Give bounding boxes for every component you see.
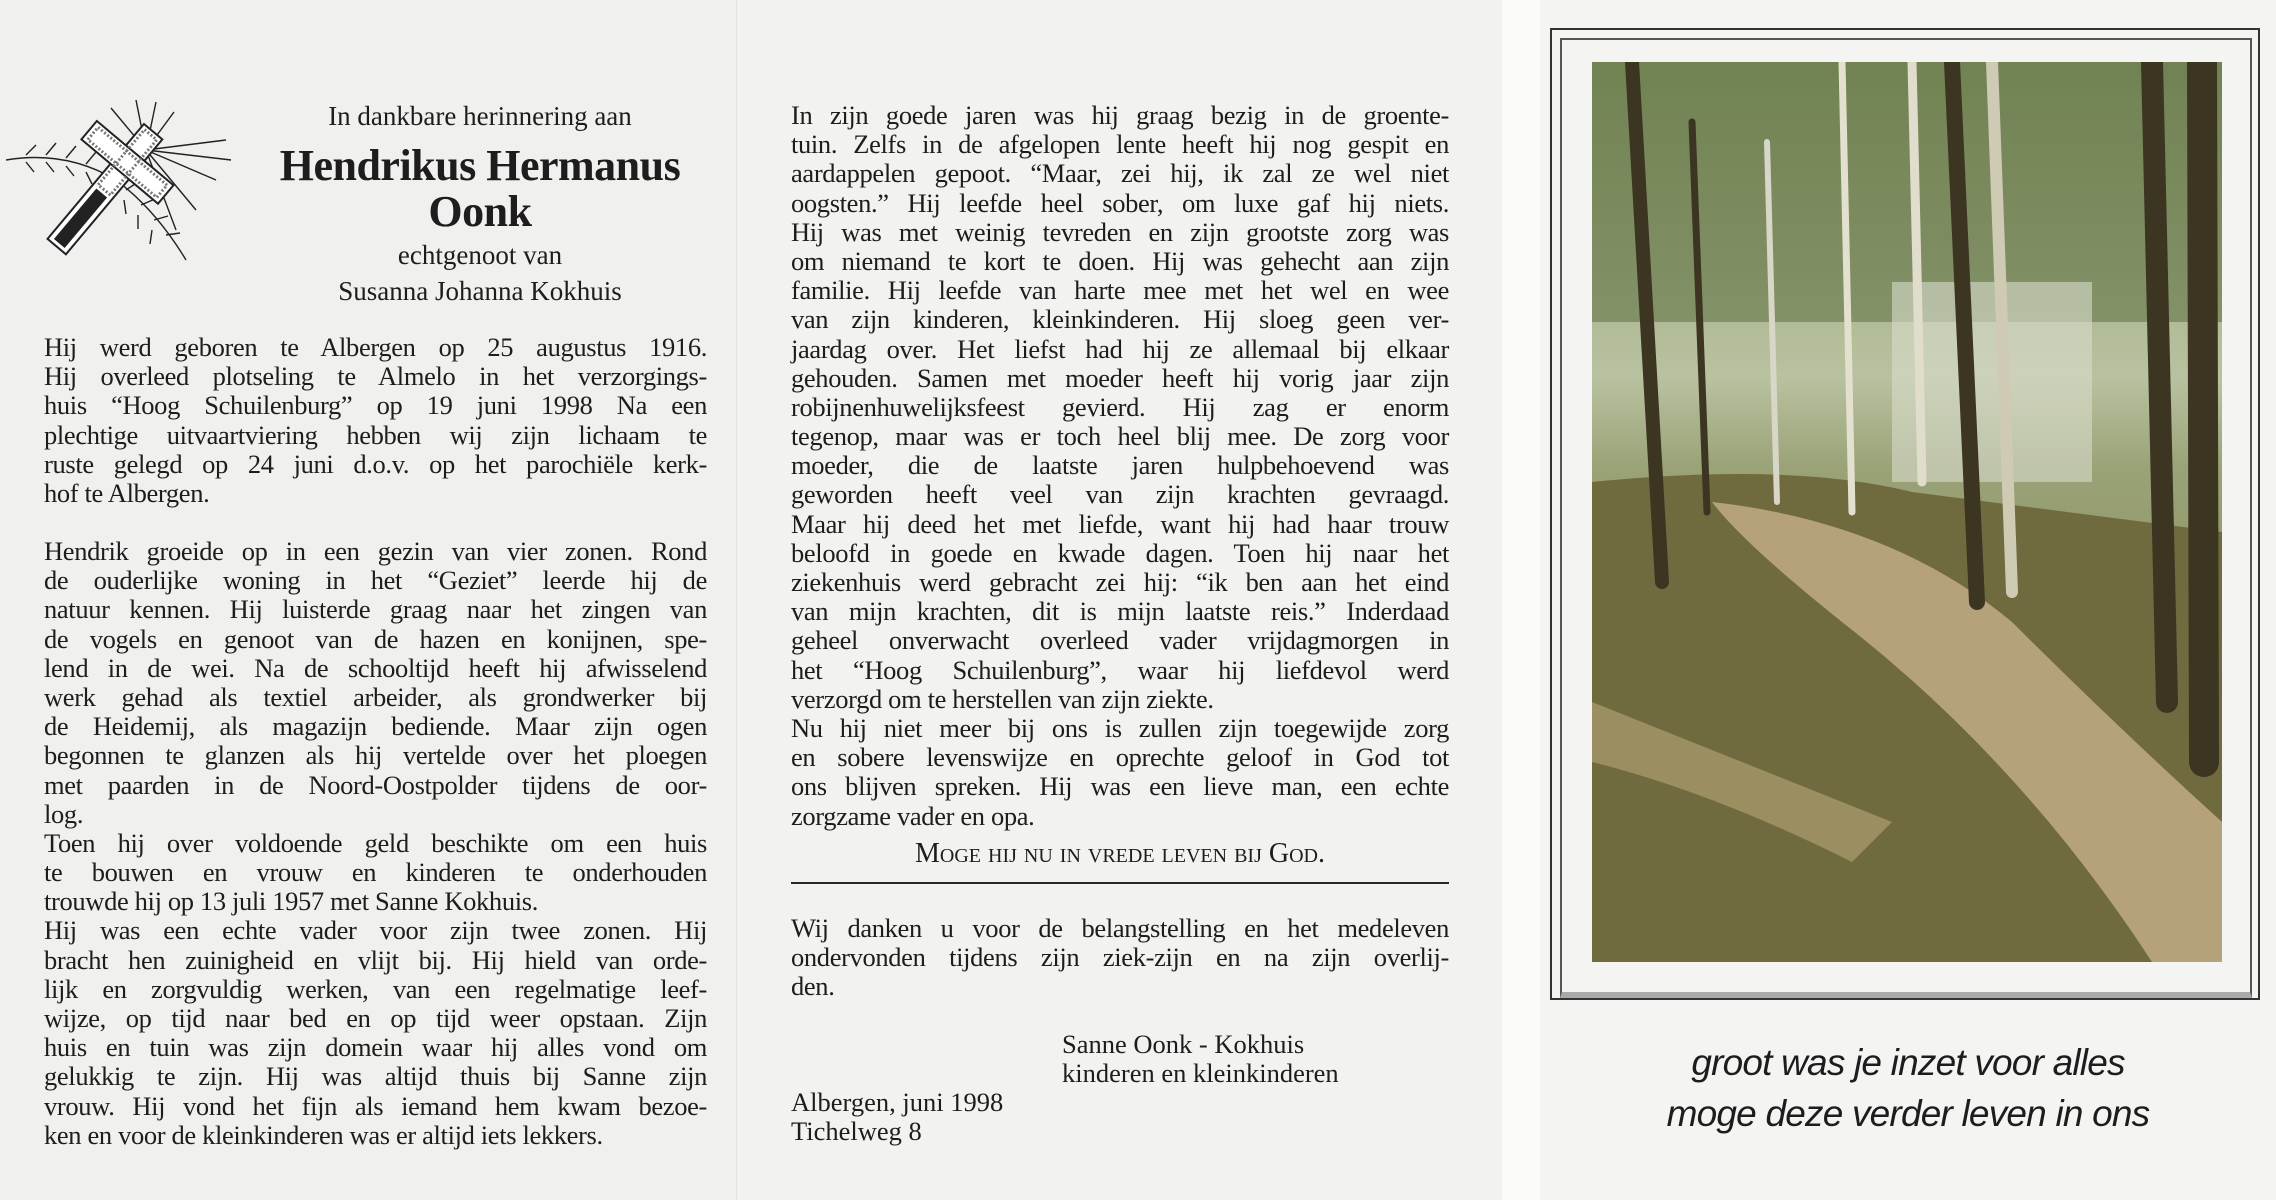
text-line: huis en tuin was zijn domein waar hij alles vond om xyxy=(44,1032,707,1063)
text-line: oogsten.” Hij leefde heel sober, om luxe gaf hij niets. xyxy=(791,187,1449,218)
text-line: verzorgd om te herstellen van zijn ziekte. xyxy=(791,683,1214,714)
text-line: vrouw. Hij vond het fijn als iemand hem kwam bezoe- xyxy=(44,1090,707,1121)
text-line: met paarden in de Noord-Oostpolder tijdens de oor- xyxy=(44,769,707,800)
text-line: begonnen te glanzen als hij vertelde over het ploegen xyxy=(44,740,707,771)
text-line: tegenop, maar was er toch heel blij mee. De zorg voor xyxy=(791,421,1449,452)
text-line: geheel onverwacht overleed vader vrijdagmorgen in xyxy=(791,625,1449,656)
text-line: lend in de wei. Na de schooltijd heeft hij afwisselend xyxy=(44,652,707,683)
text-line: werk gehad als textiel arbeider, als grondwerker bij xyxy=(44,681,707,712)
text-line: Hij werd geboren te Albergen op 25 augustus 1916. xyxy=(44,332,707,362)
biography-paragraph-3 xyxy=(791,101,1449,831)
text-line: Toen hij over voldoende geld beschikte om een huis xyxy=(44,827,707,858)
spouse-name: Susanna Johanna Kokhuis xyxy=(338,276,622,306)
divider xyxy=(791,882,1449,884)
signature-line: Sanne Oonk - Kokhuis xyxy=(1062,1029,1305,1059)
text-line: natuur kennen. Hij luisterde graag naar het zingen van xyxy=(44,594,707,625)
text-line: moeder, die de laatste jaren hulpbehoevend was xyxy=(791,450,1449,481)
scan-gap xyxy=(1502,0,1540,1200)
text-line: de vogels en genoot van de hazen en konijnen, spe- xyxy=(44,623,707,654)
text-line: wijze, op tijd naar bed en op tijd weer opstaan. Zijn xyxy=(44,1003,707,1033)
text-line: de ouderlijke woning in het “Geziet” leerde hij de xyxy=(44,565,707,596)
text-line: log. xyxy=(44,798,84,829)
text-line: gehouden. Samen met moeder heeft hij vorig jaar zijn xyxy=(791,362,1449,393)
text-line: geworden heeft veel van zijn krachten gevraagd. xyxy=(791,479,1449,510)
text-line: van mijn krachten, dit is mijn laatste reis.” Inderdaad xyxy=(791,596,1449,627)
text-line: tuin. Zelfs in de afgelopen lente heeft hij nog gespit en xyxy=(791,129,1449,160)
signature-line: kinderen en kleinkinderen xyxy=(1062,1058,1339,1089)
text-line: huis “Hoog Schuilenburg” op 19 juni 1998 Na een xyxy=(44,390,707,421)
text-line: om niemand te kort te doen. Hij was gehecht aan zijn xyxy=(791,245,1449,276)
blessing-text: Moge hij nu in vrede leven bij God. xyxy=(915,838,1325,869)
text-line: ziekenhuis werd gebracht zei hij: “ik ben aan het eind xyxy=(791,567,1449,597)
text-line: Hij was een echte vader voor zijn twee zonen. Hij xyxy=(44,915,707,946)
intro-text: In dankbare herinnering aan xyxy=(328,101,632,131)
quote-line: moge deze verder leven in ons xyxy=(1666,1093,2150,1134)
text-line: zorgzame vader en opa. xyxy=(791,800,1035,831)
text-line: Hij was met weinig tevreden en zijn grootste zorg was xyxy=(791,216,1449,247)
signature xyxy=(1062,1030,1339,1088)
text-line: ken en voor de kleinkinderen was er altijd iets lekkers. xyxy=(44,1119,603,1150)
text-line: ons blijven spreken. Hij was een lieve man, een echte xyxy=(791,771,1449,802)
quote-line: groot was je inzet voor alles xyxy=(1691,1042,2125,1083)
forest-path-photo xyxy=(1592,62,2222,962)
text-line: robijnenhuwelijksfeest gevierd. Hij zag er enorm xyxy=(791,391,1449,422)
biography-paragraph-2 xyxy=(44,537,707,1150)
left-panel xyxy=(0,0,736,1200)
spouse-intro: echtgenoot van xyxy=(397,240,563,270)
text-line: lijk en zorgvuldig werken, van een regelmatige leef- xyxy=(44,973,707,1004)
text-line: ruste gelegd op 24 juni d.o.v. op het parochiële kerk- xyxy=(44,448,707,479)
text-line: hof te Albergen. xyxy=(44,477,210,508)
text-line: ondervonden tijdens zijn ziek-zijn en na zijn overlij- xyxy=(791,942,1449,973)
text-line: aardappelen gepoot. “Maar, zei hij, ik zal ze wel niet xyxy=(791,158,1449,189)
text-line: de Heidemij, als magazijn bediende. Maar zijn ogen xyxy=(44,711,707,742)
text-line: Nu hij niet meer bij ons is zullen zijn toegewijde zorg xyxy=(791,712,1449,743)
text-line: bracht hen zuinigheid en vlijt bij. Hij hield van orde- xyxy=(44,944,707,975)
text-line: en sobere levenswijze en oprechte geloof in God tot xyxy=(791,742,1449,773)
thanks-paragraph xyxy=(791,914,1449,1002)
text-line: jaardag over. Het liefst had hij ze allemaal bij elkaar xyxy=(791,333,1449,364)
address xyxy=(791,1088,1003,1146)
text-line: gelukkig te zijn. Hij was altijd thuis bij Sanne zijn xyxy=(44,1061,707,1092)
address-line: Tichelweg 8 xyxy=(791,1116,922,1147)
text-line: Hij overleed plotseling te Almelo in het verzorgings- xyxy=(44,361,707,392)
text-line: den. xyxy=(791,971,835,1002)
cross-with-palm-icon xyxy=(6,100,236,265)
text-line: In zijn goede jaren was hij graag bezig in de groente- xyxy=(791,100,1449,130)
text-line: Wij danken u voor de belangstelling en het medeleven xyxy=(791,913,1449,943)
biography-paragraph-1 xyxy=(44,333,707,508)
text-line: Hendrik groeide op in een gezin van vier zonen. Rond xyxy=(44,536,707,566)
text-line: Maar hij deed het met liefde, want hij had haar trouw xyxy=(791,508,1449,539)
address-line: Albergen, juni 1998 xyxy=(791,1087,1004,1117)
deceased-name-line2: Oonk xyxy=(428,187,532,236)
text-line: plechtige uitvaartviering hebben wij zijn lichaam te xyxy=(44,419,707,450)
deceased-name-line1: Hendrikus Hermanus xyxy=(279,141,681,190)
text-line: beloofd in goede en kwade dagen. Toen hij naar het xyxy=(791,537,1449,568)
text-line: familie. Hij leefde van harte mee met het wel en wee xyxy=(791,275,1449,306)
text-line: het “Hoog Schuilenburg”, waar hij liefdevol werd xyxy=(791,654,1449,685)
text-line: van zijn kinderen, kleinkinderen. Hij sloeg geen ver- xyxy=(791,304,1449,335)
text-line: te bouwen en vrouw en kinderen te onderhouden xyxy=(44,857,707,888)
text-line: trouwde hij op 13 juli 1957 met Sanne Kokhuis. xyxy=(44,886,538,917)
